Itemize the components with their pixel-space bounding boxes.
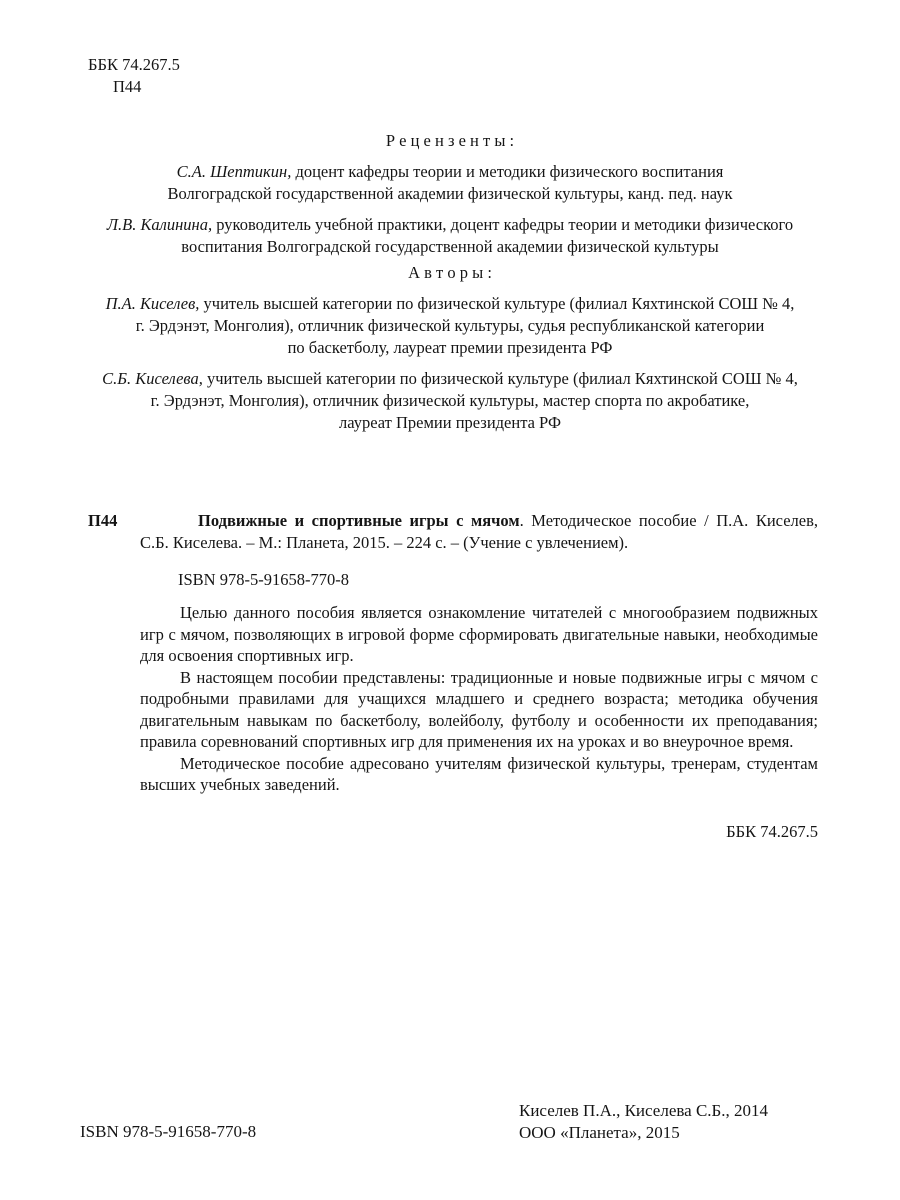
reviewer-line: Волгоградской государственной академии физической культуры, канд. пед. наук [167, 184, 733, 203]
authors-heading: А в т о р ы : [408, 263, 492, 282]
author-line: г. Эрдэнэт, Монголия), отличник физической культуры, мастер спорта по акробатике, [150, 391, 750, 410]
author-name: П.А. Киселев, [105, 294, 200, 313]
catalog-code: П44 [88, 511, 118, 530]
reviewer-name: Л.В. Калинина, [106, 215, 213, 234]
author-line: г. Эрдэнэт, Монголия), отличник физической культуры, судья республиканской категории [135, 316, 765, 335]
top-codes-block [88, 54, 180, 98]
author-line [60, 293, 840, 315]
authors-section [60, 262, 840, 434]
catalog-entry [88, 510, 818, 554]
copyright-holder-line: Киселев П.А., Киселева С.Б., 2014 [519, 1101, 769, 1120]
annotation-block [140, 602, 818, 796]
reviewer-line: воспитания Волгоградской государственной академии физической культуры [181, 237, 719, 256]
bbk-index-bottom: ББК 74.267.5 [726, 822, 818, 841]
isbn-top: ISBN 978-5-91658-770-8 [178, 570, 349, 589]
reviewer-description: доцент кафедры теории и методики физического воспитания [291, 162, 724, 181]
reviewers-heading: Р е ц е н з е н т ы : [385, 131, 515, 150]
annotation-paragraph: В настоящем пособии представлены: традиционные и новые подвижные игры с мячом с подробными правилами для учащихся младшего и среднего возраста; методика обучения двигательным навыкам по баскетболу, волейболу, футболу и особенности их преподавания; правила соревнований спортивных игр для применения их на уроках и во внеурочное время. [140, 667, 818, 751]
author-description: учитель высшей категории по физической культуре (филиал Кяхтинской СОШ № 4, [202, 369, 798, 388]
author-line: лауреат Премии президента РФ [339, 413, 561, 432]
reviewer-description: руководитель учебной практики, доцент кафедры теории и методики физического [212, 215, 794, 234]
book-title: Подвижные и спортивные игры с мячом [198, 511, 520, 530]
reviewer-line [60, 214, 840, 236]
catalog-title-rest: . Методическое пособие / П.А. Киселев, [519, 511, 818, 530]
catalog-description-line: С.Б. Киселева. – М.: Планета, 2015. – 224 с. – (Учение с увлечением). [140, 533, 629, 552]
author-line: по баскетболу, лауреат премии президента РФ [287, 338, 613, 357]
reviewer-line [60, 161, 840, 183]
catalog-description [140, 510, 818, 554]
annotation-paragraph: Целью данного пособия является ознакомление читателей с многообразием подвижных игр с мячом, позволяющих в игровой форме сформировать двигательные навыки, необходимые для освоения спортивных игр. [140, 603, 818, 665]
reviewer-name: С.А. Шептикин, [176, 162, 292, 181]
author-entry [60, 293, 840, 359]
author-sign-code-top: П44 [113, 77, 142, 96]
isbn-bottom: ISBN 978-5-91658-770-8 [80, 1122, 257, 1141]
reviewer-entry [60, 161, 840, 205]
author-line [60, 368, 840, 390]
copyright-block [519, 1100, 768, 1144]
author-name: С.Б. Киселева, [102, 369, 203, 388]
catalog-title-line [140, 510, 818, 532]
reviewers-section [60, 130, 840, 258]
annotation-paragraph: Методическое пособие адресовано учителям физической культуры, тренерам, студентам высших учебных заведений. [140, 753, 818, 794]
author-description: учитель высшей категории по физической культуре (филиал Кяхтинской СОШ № 4, [199, 294, 795, 313]
author-entry [60, 368, 840, 434]
reviewer-entry [60, 214, 840, 258]
bbk-index-top: ББК 74.267.5 [88, 55, 180, 74]
publisher-line: ООО «Планета», 2015 [519, 1123, 680, 1142]
